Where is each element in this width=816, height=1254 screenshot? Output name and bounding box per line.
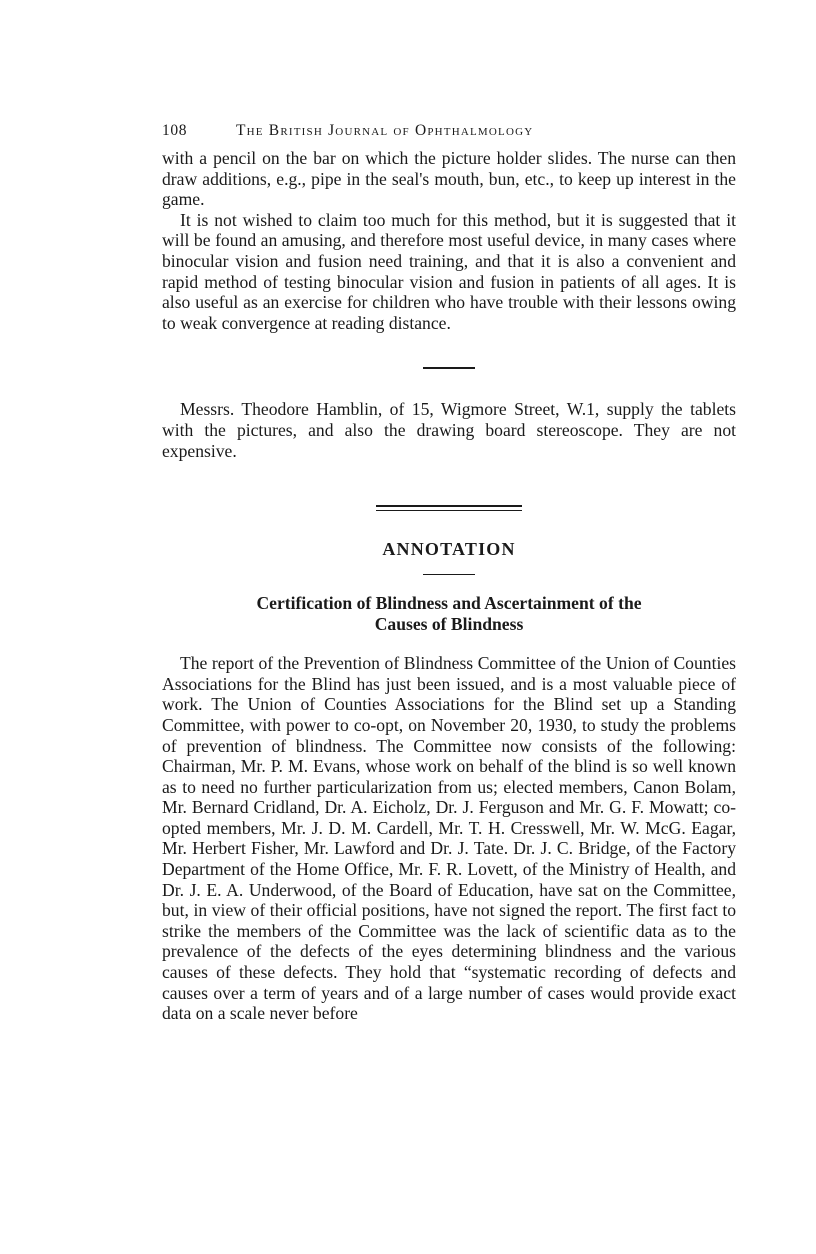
article-title-line-2: Causes of Blindness — [374, 614, 524, 635]
section-heading: ANNOTATION — [382, 539, 516, 560]
running-head — [162, 122, 736, 140]
annotation-body: The report of the Prevention of Blindness Committee of the Union of Counties Associations for the Blind has just been issued, and is a most valuable piece of work. The Union of Counties Associations for the Blind set up a Standing Committee, with power to co-opt, on November 20, 1930, to study the problems of prevention of blindness. The Committee now consists of the following: Chairman, Mr. P. M. Evans, whose work on behalf of the blind is so well known as to need no further particularization from us; elected members, Canon Bolam, Mr. Bernard Cridland, Dr. A. Eicholz, Dr. J. Ferguson and Mr. G. F. Mowatt; co-opted members, Mr. J. D. M. Cardell, Mr. T. H. Cresswell, Mr. W. McG. Eagar, Mr. Herbert Fisher, Mr. Lawford and Dr. J. Tate. Dr. J. C. Bridge, of the Factory Department of the Home Office, Mr. F. R. Lovett, of the Ministry of Health, and Dr. J. E. A. Underwood, of the Board of Education, have sat on the Committee, but, in view of their official positions, have not signed the report. The first fact to strike the members of the Committee was the lack of scientific data as to the prevalence of the defects of the eyes determining blindness and the various causes of these defects. They hold that “systematic recording of defects and causes over a term of years and of a large number of cases would provide exact data on a scale never before — [162, 653, 736, 1024]
double-rule-divider — [376, 505, 522, 511]
paragraph-supplier-note: Messrs. Theodore Hamblin, of 15, Wigmore Street, W.1, supply the tablets with the pictures, and also the drawing board stereoscope. They are not expensive. — [162, 399, 736, 461]
heading-underline — [423, 574, 475, 575]
section-divider — [423, 367, 475, 369]
paragraph-method-claim: It is not wished to claim too much for this method, but it is suggested that it will be found an amusing, and therefore most useful device, in many cases where binocular vision and fusion need training, and that it is also a convenient and rapid method of testing binocular vision and fusion in patients of all ages. It is also useful as an exercise for children who have trouble with their lessons owing to weak convergence at reading distance. — [162, 209, 736, 333]
article-title — [162, 593, 736, 635]
page-content — [162, 122, 736, 1024]
journal-title: The British Journal of Ophthalmology — [236, 122, 534, 139]
article-title-line-1: Certification of Blindness and Ascertainment of the — [256, 593, 642, 614]
paragraph-continued: with a pencil on the bar on which the picture holder slides. The nurse can then draw additions, e.g., pipe in the seal's mouth, bun, etc., to keep up interest in the game. — [162, 148, 736, 210]
page-number: 108 — [162, 122, 188, 139]
